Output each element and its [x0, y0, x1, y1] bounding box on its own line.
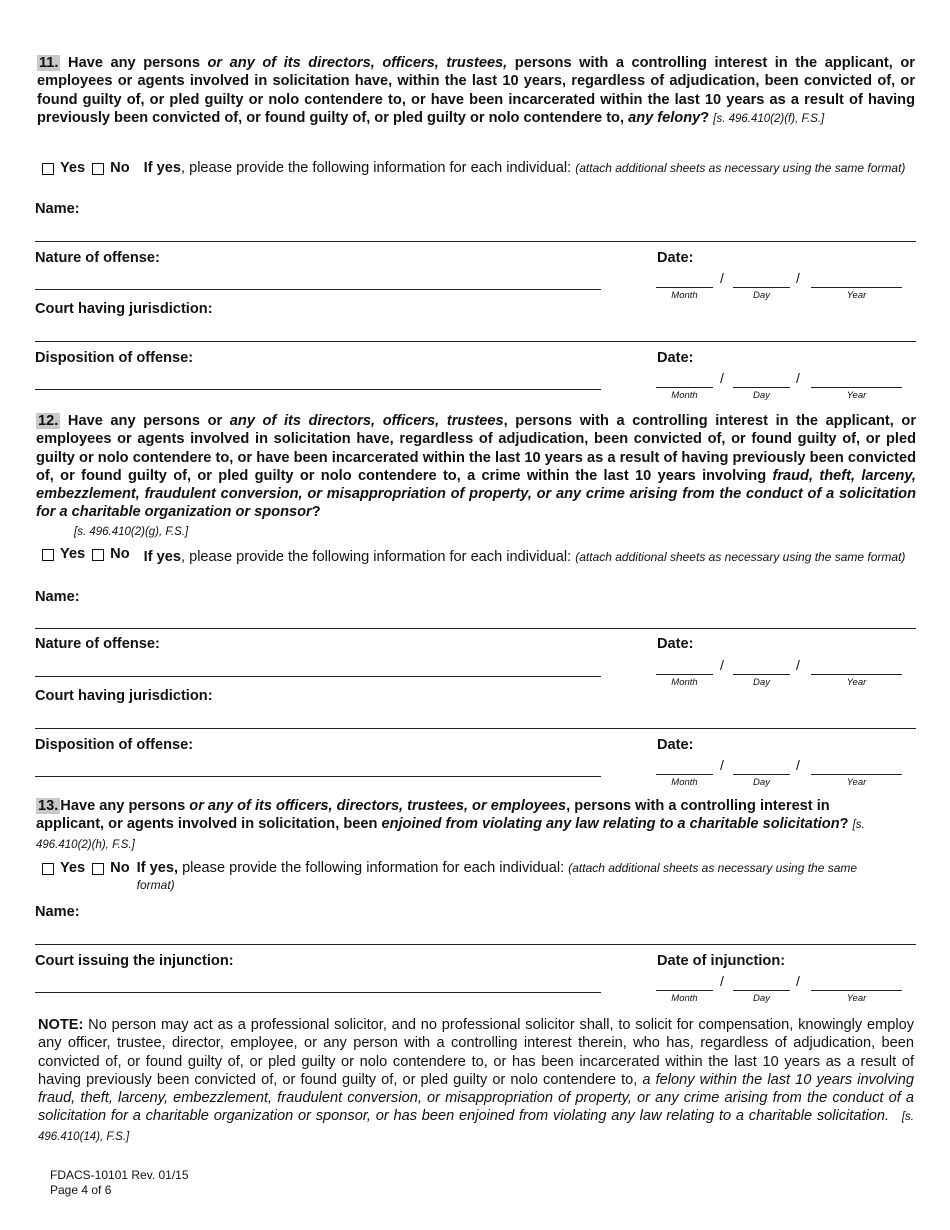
day-caption: Day	[753, 390, 770, 401]
month-field[interactable]	[656, 272, 713, 288]
year-field[interactable]	[811, 659, 902, 675]
question-11: 11. Have any persons or any of its directors, officers, trustees, persons with a controlling interest in the applicant, or employees or agents involved in solicitation have, within the last 10 years, regardless of adjudication, been convicted of, or found guilty of, or pled guilty or nolo contendere to, or have been incarcerated within the last 10 years as a result of having previously been convicted of, or found guilty of, or pled guilty or nolo contendere to, any felony? [s. 496.410(2)(f), F.S.]	[37, 55, 915, 126]
name-field-line[interactable]	[35, 628, 916, 629]
question-13: 13. Have any persons or any of its officers, directors, trustees, or employees, persons with a controlling interest in applicant, or agents involved in solicitation, been enjoined from violating any law relating to a charitable solicitation? [s. 496.410(2)(h), F.S.]	[36, 798, 865, 851]
instruction: If yes, please provide the following information for each individual: (attach additional sheets as necessary using the same format)	[136, 860, 858, 892]
name-label: Name:	[35, 589, 80, 605]
court-field-line[interactable]	[35, 992, 601, 993]
no-label: No	[110, 546, 130, 562]
name-field-line[interactable]	[35, 241, 916, 242]
note-label: NOTE:	[38, 1017, 84, 1033]
yes-label: Yes	[60, 160, 86, 176]
day-field[interactable]	[733, 372, 790, 388]
yes-label: Yes	[60, 860, 86, 876]
year-field[interactable]	[811, 975, 902, 991]
date-separator: /	[720, 757, 724, 773]
name-label: Name:	[35, 904, 80, 920]
no-checkbox[interactable]	[92, 549, 104, 561]
yes-checkbox[interactable]	[42, 549, 54, 561]
year-caption: Year	[846, 390, 867, 401]
month-caption: Month	[671, 390, 698, 401]
day-field[interactable]	[733, 975, 790, 991]
question-number: 12.	[38, 413, 59, 429]
instruction: If yes, please provide the following information for each individual: (attach additional sheets as necessary using the same format)	[143, 160, 906, 176]
q13-answer-row	[42, 860, 912, 893]
citation: [s. 496.410(2)(f), F.S.]	[713, 112, 825, 125]
name-label: Name:	[35, 201, 80, 217]
day-caption: Day	[753, 290, 770, 301]
citation: [s. 496.410(2)(h), F.S.]	[36, 819, 865, 851]
court-label: Court having jurisdiction:	[35, 688, 213, 704]
date-separator: /	[796, 370, 800, 386]
question-12: 12. Have any persons or any of its directors, officers, trustees, persons with a controlling interest in the applicant, or employees or agents involved in solicitation have, regardless of adjudication, been convicted of, or found guilty of, or pled guilty or nolo contendere to, or have been incarcerated within the last 10 years as a result of having previously been convicted of, or found guilty of, or pled guilty or nolo contendere to, a crime within the last 10 years involving fraud, theft, larceny, embezzlement, fraudulent conversion, or misappropriation of property, or any crime arising from the conduct of a solicitation for a charitable organization or sponsor? [s. 496.410(2)(g), F.S.]	[36, 413, 916, 538]
year-caption: Year	[846, 777, 867, 788]
page-number: Page 4 of 6	[50, 1182, 112, 1197]
offense-field-line[interactable]	[35, 289, 601, 290]
court-label: Court issuing the injunction:	[35, 953, 234, 969]
yes-checkbox[interactable]	[42, 863, 54, 875]
month-caption: Month	[671, 677, 698, 688]
date-label: Date:	[657, 636, 694, 652]
name-field-line[interactable]	[35, 944, 916, 945]
disposition-field-line[interactable]	[35, 389, 601, 390]
q11-answer-row	[42, 160, 922, 177]
month-field[interactable]	[656, 759, 713, 775]
yes-label: Yes	[60, 546, 86, 562]
date-separator: /	[796, 757, 800, 773]
disposition-field-line[interactable]	[35, 776, 601, 777]
offense-date-field[interactable]	[656, 657, 902, 689]
date-label: Date:	[657, 350, 694, 366]
court-field-line[interactable]	[35, 728, 916, 729]
month-field[interactable]	[656, 372, 713, 388]
year-field[interactable]	[811, 372, 902, 388]
year-caption: Year	[846, 290, 867, 301]
citation: [s. 496.410(2)(g), F.S.]	[74, 525, 189, 538]
instruction: If yes, please provide the following information for each individual: (attach additional sheets as necessary using the same format)	[143, 549, 906, 565]
injunction-date-field[interactable]	[656, 973, 902, 1005]
date-label: Date:	[657, 737, 694, 753]
court-field-line[interactable]	[35, 341, 916, 342]
yes-checkbox[interactable]	[42, 163, 54, 175]
year-caption: Year	[846, 677, 867, 688]
q12-answer-row	[42, 546, 922, 566]
date-label: Date:	[657, 250, 694, 266]
day-caption: Day	[753, 777, 770, 788]
day-caption: Day	[753, 993, 770, 1004]
year-caption: Year	[846, 993, 867, 1004]
date-of-injunction-label: Date of injunction:	[657, 953, 786, 969]
month-caption: Month	[671, 290, 698, 301]
day-field[interactable]	[733, 659, 790, 675]
offense-label: Nature of offense:	[35, 250, 160, 266]
month-caption: Month	[671, 993, 698, 1004]
date-separator: /	[796, 973, 800, 989]
no-label: No	[110, 160, 130, 176]
month-caption: Month	[671, 777, 698, 788]
disposition-label: Disposition of offense:	[35, 737, 194, 753]
offense-field-line[interactable]	[35, 676, 601, 677]
year-field[interactable]	[811, 759, 902, 775]
date-separator: /	[720, 657, 724, 673]
month-field[interactable]	[656, 659, 713, 675]
day-field[interactable]	[733, 272, 790, 288]
no-checkbox[interactable]	[92, 863, 104, 875]
note-paragraph: NOTE: No person may act as a professional solicitor, and no professional solicitor shall, to solicit for compensation, knowingly employ any officer, trustee, director, employee, or any person with a controlling interest therein, who has, regardless of adjudication, been convicted of, or found guilty of, or pled guilty or nolo contendere to, or has been incarcerated within the last 10 years as a result of having previously been convicted of, or found guilty of, or pled guilty or nolo contendere to, a felony within the last 10 years involving fraud, theft, larceny, embezzlement, fraudulent conversion, or misappropriation of property, or any crime arising from the conduct of a solicitation for a charitable organization or sponsor, or has been enjoined from violating any law relating to a charitable solicitation. [s. 496.410(14), F.S.]	[38, 1017, 914, 1143]
no-label: No	[110, 860, 130, 876]
disposition-label: Disposition of offense:	[35, 350, 194, 366]
disposition-date-field[interactable]	[656, 757, 902, 789]
day-caption: Day	[753, 677, 770, 688]
day-field[interactable]	[733, 759, 790, 775]
date-separator: /	[796, 270, 800, 286]
no-checkbox[interactable]	[92, 163, 104, 175]
offense-date-field[interactable]	[656, 270, 902, 302]
court-label: Court having jurisdiction:	[35, 301, 213, 317]
date-separator: /	[720, 973, 724, 989]
month-field[interactable]	[656, 975, 713, 991]
footer	[50, 1168, 189, 1197]
date-separator: /	[720, 370, 724, 386]
question-number: 13.	[38, 798, 59, 814]
form-id: FDACS-10101 Rev. 01/15	[50, 1168, 189, 1182]
date-separator: /	[796, 657, 800, 673]
citation: [s. 496.410(14), F.S.]	[38, 1111, 914, 1143]
disposition-date-field[interactable]	[656, 370, 902, 402]
date-separator: /	[720, 270, 724, 286]
year-field[interactable]	[811, 272, 902, 288]
offense-label: Nature of offense:	[35, 636, 160, 652]
question-number: 11.	[39, 55, 59, 71]
